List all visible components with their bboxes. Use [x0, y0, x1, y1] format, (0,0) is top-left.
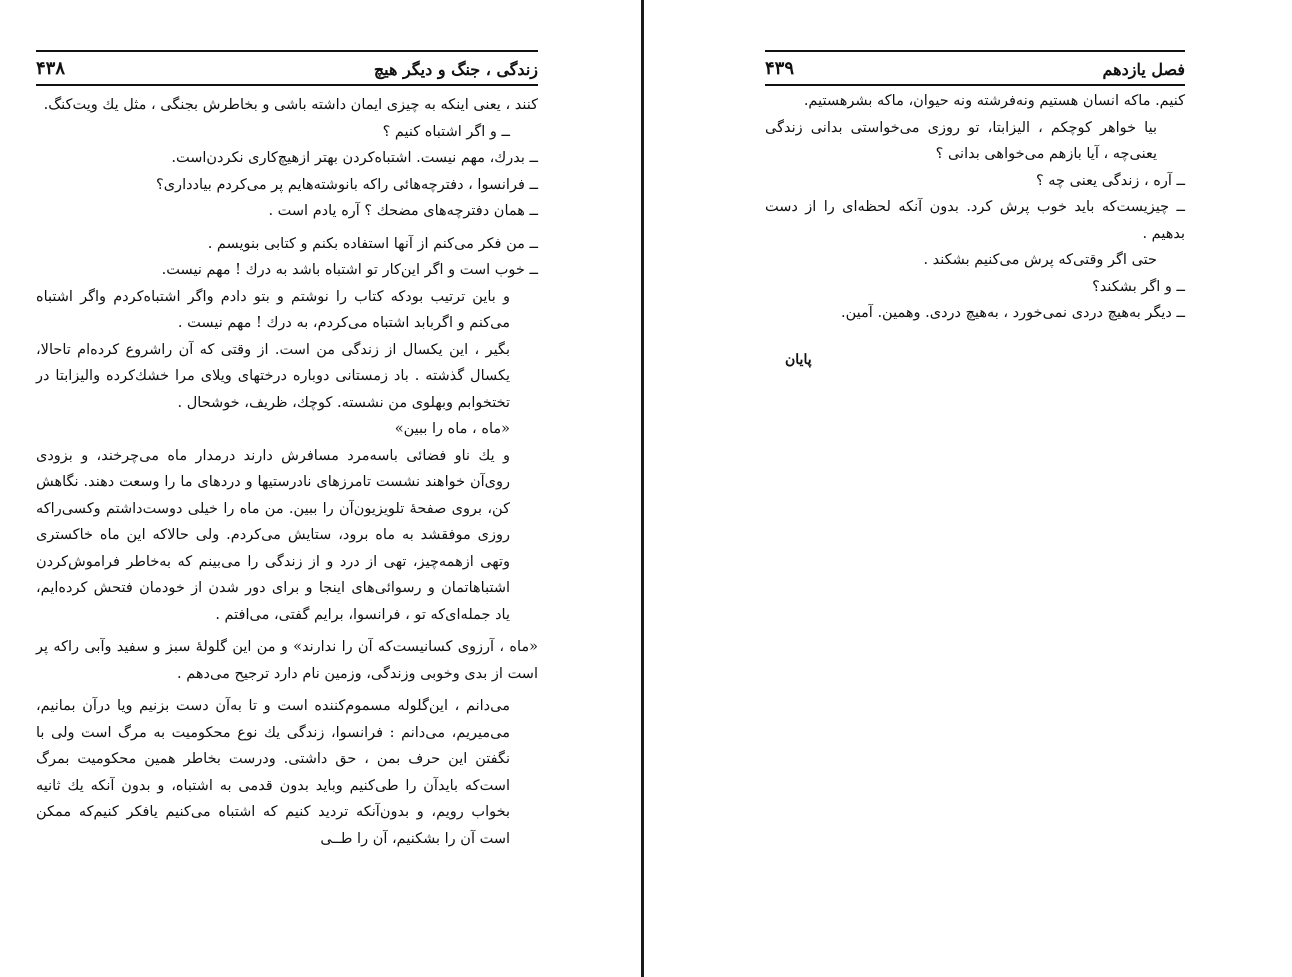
paragraph: کنند ، یعنی اینکه به چیزی ایمان داشته باشی و بخاطرش بجنگی ، مثل یك ویت‌کنگ.: [43, 97, 538, 113]
dialogue-line: ــ همان دفترچه‌های مضحك ؟ آره یادم است .: [268, 203, 538, 219]
end-marker: پایان: [785, 352, 812, 368]
paragraph: و باین ترتیب بودکه کتاب را نوشتم و بتو دادم واگر اشتباه‌کردم واگر اشتباه می‌کنم و اگربابد اشتباه می‌کردم، به درك ! مهم نیست .: [36, 288, 510, 331]
paragraph: می‌دانم ، این‌گلوله مسموم‌کننده است و تا به‌آن دست بزنیم ویا درآن بمانیم، می‌میریم، می‌دانم : فرانسوا، زندگی یك نوع محکومیت به مرگ است ولی با نگفتن این حرف بمن ، حق داشتی. ودرست بخاطر همین محکومیت بمرگ است‌که بایدآن را طی‌کنیم وباید بدون قدمی به اشتباه، و بدون آنکه یك ثانیه بخواب رویم، و بدون‌آنکه تردید کنیم که اشتباه می‌کنیم یافکر کنیم‌که ممکن است آن را بشکنیم، آن را طــی: [36, 698, 510, 847]
left-page-header: [36, 58, 538, 86]
paragraph: کنیم. ماکه انسان هستیم ونه‌فرشته ونه حیوان، ماکه بشرهستیم.: [803, 93, 1185, 109]
dialogue-line: ــ فرانسوا ، دفترچه‌هائی راکه بانوشته‌هایم پر می‌کردم بیادداری؟: [156, 176, 538, 193]
header-rule: [36, 50, 538, 52]
dialogue-line: ــ و اگر بشکند؟: [1092, 278, 1185, 295]
paragraph: حتی اگر وقتی‌که پرش می‌کنیم بشکند .: [923, 252, 1157, 268]
page-number: ۴۳۹: [765, 58, 795, 79]
dialogue-line: ــ من فکر می‌کنم از آنها استفاده بکنم و کتابی بنویسم .: [207, 235, 538, 252]
paragraph: بگیر ، این یکسال از زندگی من است. از وقتی که آن راشروع کرده‌ام تاحالا، یکسال گذشته . باد زمستانی دوباره درختهای ویلای مرا خشك‌کرده والیزابتا در تختخوابم وبهلوی من نشسته. کوچك، ظریف، خوشحال .: [36, 341, 510, 411]
paragraph: بیا خواهر کوچکم ، الیزابتا، تو روزی می‌خواستی بدانی زندگی یعنی‌چه ، آیا بازهم می‌خواهی بدانی ؟: [765, 119, 1157, 162]
paragraph: و یك ناو فضائی باسه‌مرد مسافرش دارند درمدار ماه می‌چرخند، و بزودی روی‌آن خواهند نشست تامرزهای نادرستیها و دردهای ما را وسعت دهند. نگاهش کن، بروی صفحهٔ تلویزیون‌آن را ببین. من ماه را خیلی دوست‌داشتم وکسی‌راکه روزی موفقشد به ماه برود، ستایش می‌کردم. ولی حالاکه این ماه خاکستری وتهی ازهمه‌چیز، تهی از درد و از زندگی را می‌بینم که به‌خاطر فراموش‌کردن اشتباهاتمان و رسوائی‌های اینجا و برای دور شدن از خودمان فتحش کرده‌ایم، یاد جمله‌ای‌که تو ، فرانسوا، برایم گفتی، می‌افتم .: [36, 447, 510, 623]
dialogue-line: ــ بدرك، مهم نیست. اشتباه‌کردن بهتر ازهیچ‌کاری نکردن‌است.: [171, 150, 538, 166]
right-page-header: [765, 58, 1185, 86]
dialogue-line: ــ دیگر به‌هیچ دردی نمی‌خورد ، به‌هیچ دردی. وهمین. آمین.: [841, 305, 1185, 321]
page-number: ۴۳۸: [36, 58, 66, 79]
chapter-title: فصل یازدهم: [1102, 60, 1185, 79]
header-rule: [765, 50, 1185, 52]
dialogue-line: ــ خوب است و اگر این‌کار تو اشتباه باشد به درك ! مهم نیست.: [161, 262, 538, 278]
right-page-body: [765, 88, 1185, 327]
paragraph: «ماه ، آرزوی کسانیست‌که آن را ندارند» و من این گلولهٔ سبز و سفید وآبی راکه پر است از بدی وخوبی وزندگی، وزمین نام دارد ترجیح می‌دهم .: [36, 639, 538, 682]
running-title: زندگی ، جنگ و دیگر هیچ: [373, 60, 538, 79]
dialogue-line: ــ چیزیست‌که باید خوب پرش کرد. بدون آنکه لحظه‌ای را از دست بدهیم .: [765, 199, 1185, 242]
book-spine: [641, 0, 644, 977]
dialogue-line: ــ و اگر اشتباه کنیم ؟: [382, 123, 510, 140]
left-page-body: [36, 92, 538, 852]
dialogue-line: ــ آره ، زندگی یعنی چه ؟: [1035, 172, 1185, 189]
quote-heading: «ماه ، ماه را ببین»: [394, 421, 510, 437]
